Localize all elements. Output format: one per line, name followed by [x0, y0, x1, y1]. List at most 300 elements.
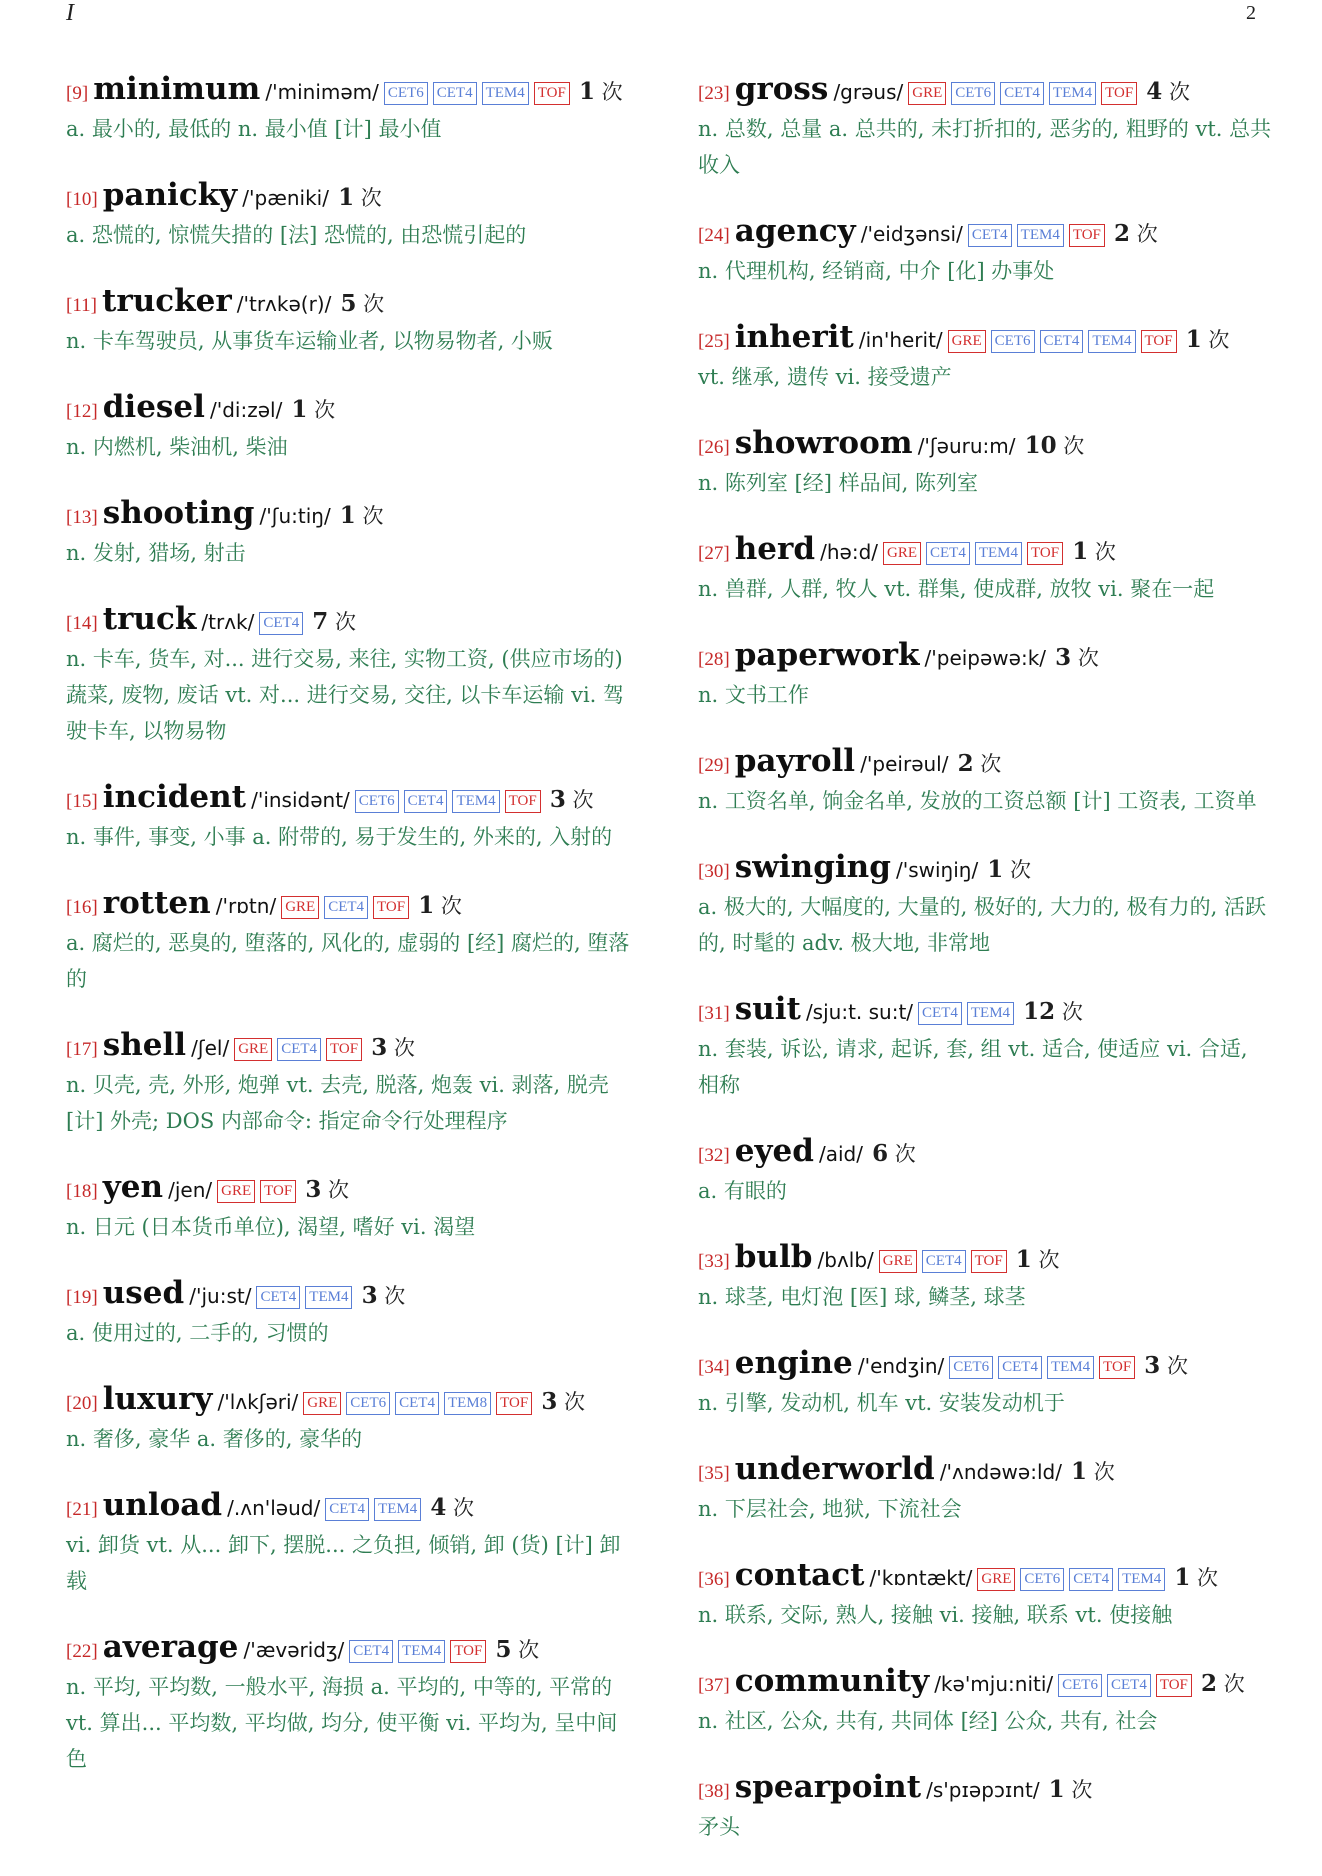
frequency-unit: 次	[1093, 1460, 1115, 1484]
entry-definition: a. 腐烂的, 恶臭的, 堕落的, 风化的, 虚弱的 [经] 腐烂的, 堕落的	[66, 931, 630, 991]
entry-headline	[66, 1276, 638, 1315]
entry-headline	[698, 1558, 1273, 1597]
frequency-count: 1	[1015, 1246, 1032, 1273]
frequency-count: 1	[1071, 1458, 1088, 1485]
exam-tag-badge: GRE	[217, 1180, 255, 1203]
entry-index: [36]	[698, 1569, 730, 1590]
entry-frequency	[541, 1390, 585, 1414]
exam-tag-badge: TOF	[260, 1180, 296, 1203]
entry-phonetic: /in'herit/	[858, 328, 943, 352]
frequency-count: 5	[495, 1636, 512, 1663]
vocab-entry	[698, 214, 1273, 289]
frequency-unit: 次	[894, 1142, 916, 1166]
entry-frequency	[1114, 222, 1158, 246]
entry-definition: n. 卡车, 货车, 对... 进行交易, 来往, 实物工资, (供应市场的) 蔬菜, 废物, 废话 vt. 对... 进行交易, 交往, 以卡车运输 vi. 驾驶卡车, 以物易物	[66, 647, 625, 743]
exam-tag-badge: GRE	[883, 542, 921, 565]
exam-tag-badge: CET4	[349, 1640, 393, 1663]
entry-index: [33]	[698, 1251, 730, 1272]
entry-definition: n. 奢侈, 豪华 a. 奢侈的, 豪华的	[66, 1427, 363, 1451]
frequency-unit: 次	[1168, 80, 1190, 104]
exam-tag-badge: CET4	[404, 790, 448, 813]
entry-word: bulb	[734, 1239, 813, 1275]
entry-frequency	[1049, 1778, 1093, 1802]
exam-tag-badge: CET6	[355, 790, 399, 813]
entry-phonetic: /hә:d/	[820, 540, 879, 564]
frequency-unit: 次	[1038, 1248, 1060, 1272]
entry-frequency	[872, 1142, 916, 1166]
entry-headline	[66, 1170, 638, 1209]
frequency-unit: 次	[335, 610, 356, 634]
entry-phonetic: /'eidʒәnsi/	[860, 222, 963, 246]
vocab-entry	[698, 426, 1273, 501]
entry-phonetic: /s'pɪәpɔɪnt/	[926, 1778, 1040, 1802]
exam-tag-badge: TEM4	[1088, 330, 1135, 353]
entry-index: [38]	[698, 1781, 730, 1802]
frequency-unit: 次	[980, 752, 1002, 776]
exam-tag-badge: CET4	[324, 896, 368, 919]
entry-frequency	[579, 80, 623, 104]
entry-index: [26]	[698, 437, 730, 458]
entry-phonetic: /trʌk/	[201, 610, 255, 634]
entry-phonetic: /'endʒin/	[857, 1354, 945, 1378]
page-number: 2	[1246, 2, 1256, 24]
frequency-count: 1	[338, 184, 355, 211]
entry-definition: a. 极大的, 大幅度的, 大量的, 极好的, 大力的, 极有力的, 活跃的, 时髦的 adv. 极大地, 非常地	[698, 895, 1266, 955]
exam-tag-badge: GRE	[908, 82, 946, 105]
entry-headline	[66, 886, 638, 925]
exam-tag-badge: TOF	[326, 1038, 362, 1061]
frequency-count: 7	[312, 608, 329, 635]
entry-headline	[698, 1664, 1273, 1703]
entry-word: eyed	[734, 1133, 814, 1169]
entry-definition: vi. 卸货 vt. 从... 卸下, 摆脱... 之负担, 倾销, 卸 (货) [计] 卸载	[66, 1533, 621, 1593]
exam-tag-badge: TEM4	[1017, 224, 1064, 247]
vocab-entry	[66, 178, 638, 253]
exam-tag-badge: TEM4	[452, 790, 499, 813]
frequency-unit: 次	[314, 398, 336, 422]
entry-index: [15]	[66, 791, 98, 812]
entry-phonetic: /bʌlb/	[817, 1248, 874, 1272]
frequency-unit: 次	[1208, 328, 1230, 352]
vocab-entry	[698, 1558, 1273, 1633]
entry-headline	[698, 320, 1273, 359]
entry-phonetic: /'ʃәuru:m/	[917, 434, 1016, 458]
exam-tag-badge: TOF	[1027, 542, 1063, 565]
exam-tag-badge: TEM4	[975, 542, 1022, 565]
entry-word: used	[102, 1275, 185, 1311]
entry-headline	[698, 1770, 1273, 1809]
frequency-count: 3	[1144, 1352, 1161, 1379]
exam-tag-badge: CET4	[968, 224, 1012, 247]
vocab-entry	[66, 1630, 638, 1777]
vocab-entry	[66, 602, 638, 749]
entry-frequency	[1055, 646, 1099, 670]
entry-frequency	[338, 186, 382, 210]
entry-index: [27]	[698, 543, 730, 564]
entry-definition: n. 平均, 平均数, 一般水平, 海损 a. 平均的, 中等的, 平常的 vt. 算出... 平均数, 平均做, 均分, 使平衡 vi. 平均为, 呈中间色	[66, 1675, 618, 1771]
entry-definition: n. 下层社会, 地狱, 下流社会	[698, 1497, 962, 1521]
frequency-unit: 次	[1009, 858, 1031, 882]
exam-tag-badge: CET4	[1069, 1568, 1113, 1591]
entry-word: payroll	[734, 743, 856, 779]
frequency-unit: 次	[363, 292, 385, 316]
frequency-count: 1	[418, 892, 435, 919]
vocab-entry	[698, 532, 1273, 607]
entry-headline	[66, 72, 638, 111]
entry-phonetic: /'ʃu:tiŋ/	[259, 504, 331, 528]
vocab-entry	[66, 1488, 638, 1599]
entry-headline	[698, 214, 1273, 253]
frequency-count: 2	[1201, 1670, 1218, 1697]
entry-word: unload	[102, 1487, 223, 1523]
left-column	[66, 72, 638, 1808]
entry-phonetic: /'peirәul/	[860, 752, 949, 776]
exam-tag-badge: CET4	[256, 1286, 300, 1309]
exam-tag-badge: CET4	[325, 1498, 369, 1521]
vocab-entry	[698, 1452, 1273, 1527]
frequency-count: 3	[1055, 644, 1072, 671]
entry-index: [19]	[66, 1287, 98, 1308]
frequency-unit: 次	[360, 186, 382, 210]
exam-tag-badge: TOF	[1156, 1674, 1192, 1697]
vocab-entry	[698, 1770, 1273, 1845]
entry-frequency	[430, 1496, 474, 1520]
exam-tag-badge: CET6	[991, 330, 1035, 353]
entry-word: agency	[734, 213, 856, 249]
entry-index: [28]	[698, 649, 730, 670]
exam-tag-badge: CET4	[922, 1250, 966, 1273]
entry-definition: a. 使用过的, 二手的, 习惯的	[66, 1321, 329, 1345]
entry-phonetic: /'insidәnt/	[251, 788, 350, 812]
frequency-count: 1	[987, 856, 1004, 883]
entry-word: shell	[102, 1027, 187, 1063]
entry-headline	[66, 178, 638, 217]
entry-definition: n. 卡车驾驶员, 从事货车运输业者, 以物易物者, 小贩	[66, 329, 553, 353]
entry-index: [24]	[698, 225, 730, 246]
entry-headline	[698, 992, 1273, 1031]
entry-frequency	[340, 504, 384, 528]
frequency-unit: 次	[1071, 1778, 1093, 1802]
exam-tag-badge: CET4	[259, 612, 303, 635]
frequency-count: 3	[305, 1176, 322, 1203]
entry-word: underworld	[734, 1451, 935, 1487]
entry-word: truck	[102, 601, 197, 637]
entry-frequency	[1025, 434, 1085, 458]
vocab-entry	[698, 1134, 1273, 1209]
vocab-entry	[66, 1382, 638, 1457]
exam-tag-badge: CET4	[395, 1392, 439, 1415]
entry-index: [30]	[698, 861, 730, 882]
frequency-unit: 次	[572, 788, 594, 812]
vocab-entry	[698, 638, 1273, 713]
exam-tag-badge: CET6	[384, 82, 428, 105]
entry-word: swinging	[734, 849, 891, 885]
entry-headline	[698, 1452, 1273, 1491]
frequency-count: 3	[361, 1282, 378, 1309]
entry-definition: n. 工资名单, 饷金名单, 发放的工资总额 [计] 工资表, 工资单	[698, 789, 1257, 813]
vocab-entry	[66, 390, 638, 465]
exam-tag-badge: TEM8	[444, 1392, 491, 1415]
entry-phonetic: /'lʌkʃәri/	[217, 1390, 299, 1414]
entry-index: [21]	[66, 1499, 98, 1520]
frequency-unit: 次	[1061, 1000, 1083, 1024]
entry-frequency	[362, 1284, 406, 1308]
frequency-count: 1	[1174, 1564, 1191, 1591]
right-column	[698, 72, 1273, 1876]
entry-definition: n. 文书工作	[698, 683, 809, 707]
entry-frequency	[958, 752, 1002, 776]
entry-frequency	[550, 788, 594, 812]
entry-word: diesel	[102, 389, 205, 425]
entry-phonetic: /'minimәm/	[265, 80, 379, 104]
frequency-unit: 次	[453, 1496, 475, 1520]
entry-word: luxury	[102, 1381, 213, 1417]
vocab-entry	[66, 1028, 638, 1139]
entry-word: contact	[734, 1557, 865, 1593]
vocab-entry	[698, 1240, 1273, 1315]
frequency-unit: 次	[362, 504, 384, 528]
exam-tag-badge: CET4	[926, 542, 970, 565]
entry-index: [32]	[698, 1145, 730, 1166]
entry-definition: n. 事件, 事变, 小事 a. 附带的, 易于发生的, 外来的, 入射的	[66, 825, 613, 849]
entry-word: rotten	[102, 885, 211, 921]
frequency-count: 1	[339, 502, 356, 529]
frequency-count: 1	[1072, 538, 1089, 565]
entry-frequency	[305, 1178, 349, 1202]
entry-word: herd	[734, 531, 816, 567]
exam-tag-badge: GRE	[234, 1038, 272, 1061]
frequency-count: 12	[1023, 998, 1056, 1025]
frequency-count: 5	[340, 290, 357, 317]
exam-tag-badge: TOF	[971, 1250, 1007, 1273]
entry-definition: n. 代理机构, 经销商, 中介 [化] 办事处	[698, 259, 1055, 283]
exam-tag-badge: GRE	[977, 1568, 1015, 1591]
entry-frequency	[312, 610, 356, 634]
vocab-entry	[66, 72, 638, 147]
entry-frequency	[1201, 1672, 1245, 1696]
entry-index: [10]	[66, 189, 98, 210]
entry-index: [9]	[66, 83, 89, 104]
exam-tag-badge: TOF	[1099, 1356, 1135, 1379]
entry-index: [11]	[66, 295, 97, 316]
exam-tag-badge: CET4	[918, 1002, 962, 1025]
entry-headline	[66, 496, 638, 535]
exam-tag-badge: CET4	[1107, 1674, 1151, 1697]
entry-headline	[698, 1134, 1273, 1173]
entry-phonetic: /'ʌndәwә:ld/	[939, 1460, 1062, 1484]
entry-phonetic: /'ævәridʒ/	[243, 1638, 345, 1662]
entry-phonetic: /'rɒtn/	[215, 894, 277, 918]
entry-index: [18]	[66, 1181, 98, 1202]
entry-phonetic: /'trʌkә(r)/	[236, 292, 332, 316]
entry-index: [12]	[66, 401, 98, 422]
frequency-count: 1	[291, 396, 308, 423]
frequency-count: 3	[549, 786, 566, 813]
entry-headline	[698, 426, 1273, 465]
entry-word: inherit	[734, 319, 854, 355]
vocab-entry	[66, 1276, 638, 1351]
exam-tag-badge: TOF	[373, 896, 409, 919]
entry-definition: n. 兽群, 人群, 牧人 vt. 群集, 使成群, 放牧 vi. 聚在一起	[698, 577, 1215, 601]
frequency-unit: 次	[1077, 646, 1099, 670]
entry-headline	[698, 638, 1273, 677]
entry-word: suit	[734, 991, 801, 1027]
exam-tag-badge: CET4	[277, 1038, 321, 1061]
entry-definition: n. 陈列室 [经] 样品间, 陈列室	[698, 471, 978, 495]
entry-frequency	[1174, 1566, 1218, 1590]
exam-tag-badge: CET6	[1020, 1568, 1064, 1591]
entry-phonetic: /'peipәwә:k/	[924, 646, 1047, 670]
entry-definition: n. 引擎, 发动机, 机车 vt. 安装发动机于	[698, 1391, 1065, 1415]
entry-phonetic: /sju:t. su:t/	[805, 1000, 914, 1024]
frequency-count: 3	[541, 1388, 558, 1415]
frequency-unit: 次	[601, 80, 623, 104]
entry-word: engine	[734, 1345, 853, 1381]
entry-index: [23]	[698, 83, 730, 104]
exam-tag-badge: CET4	[1040, 330, 1084, 353]
exam-tag-badge: GRE	[303, 1392, 341, 1415]
entry-headline	[66, 1488, 638, 1527]
entry-frequency	[987, 858, 1031, 882]
exam-tag-badge: CET6	[951, 82, 995, 105]
exam-tag-badge: TEM4	[1047, 1356, 1094, 1379]
entry-phonetic: /.ʌn'lәud/	[227, 1496, 321, 1520]
entry-definition: a. 最小的, 最低的 n. 最小值 [计] 最小值	[66, 117, 442, 141]
entry-word: incident	[102, 779, 246, 815]
frequency-count: 1	[1048, 1776, 1065, 1803]
entry-definition: n. 总数, 总量 a. 总共的, 未打折扣的, 恶劣的, 粗野的 vt. 总共收入	[698, 117, 1272, 177]
exam-tag-badge: CET4	[433, 82, 477, 105]
vocab-entry	[66, 886, 638, 997]
entry-phonetic: /grәus/	[833, 80, 904, 104]
entry-frequency	[371, 1036, 415, 1060]
entry-headline	[66, 284, 638, 323]
entry-frequency	[1072, 540, 1116, 564]
entry-definition: n. 社区, 公众, 共有, 共同体 [经] 公众, 共有, 社会	[698, 1709, 1158, 1733]
exam-tag-badge: TEM4	[1049, 82, 1096, 105]
entry-definition: n. 贝壳, 壳, 外形, 炮弹 vt. 去壳, 脱落, 炮轰 vi. 剥落, 脱壳 [计] 外壳; DOS 内部命令: 指定命令行处理程序	[66, 1073, 609, 1133]
entry-definition: a. 有眼的	[698, 1179, 787, 1203]
entry-headline	[698, 532, 1273, 571]
entry-frequency	[1071, 1460, 1115, 1484]
exam-tag-badge: GRE	[879, 1250, 917, 1273]
entry-frequency	[418, 894, 462, 918]
entry-index: [25]	[698, 331, 730, 352]
exam-tag-badge: CET6	[1058, 1674, 1102, 1697]
entry-headline	[698, 1240, 1273, 1279]
vocab-entry	[698, 1346, 1273, 1421]
entry-headline	[698, 1346, 1273, 1385]
entry-definition: n. 联系, 交际, 熟人, 接触 vi. 接触, 联系 vt. 使接触	[698, 1603, 1173, 1627]
entry-headline	[66, 780, 638, 819]
frequency-unit: 次	[1197, 1566, 1219, 1590]
exam-tag-badge: TOF	[1141, 330, 1177, 353]
exam-tag-badge: TEM4	[967, 1002, 1014, 1025]
entry-frequency	[340, 292, 384, 316]
vocab-entry	[66, 780, 638, 855]
entry-phonetic: /'ju:st/	[189, 1284, 252, 1308]
entry-headline	[66, 1382, 638, 1421]
entry-index: [29]	[698, 755, 730, 776]
entry-definition: vt. 继承, 遗传 vi. 接受遗产	[698, 365, 952, 389]
exam-tag-badge: TOF	[1069, 224, 1105, 247]
entry-word: paperwork	[734, 637, 920, 673]
vocab-entry	[66, 496, 638, 571]
frequency-unit: 次	[1094, 540, 1116, 564]
entry-phonetic: /ʃel/	[191, 1036, 230, 1060]
frequency-count: 2	[1114, 220, 1131, 247]
entry-word: gross	[734, 71, 829, 107]
entry-headline	[698, 850, 1273, 889]
vocab-entry	[698, 850, 1273, 961]
page-header-left: I	[66, 0, 74, 26]
entry-word: yen	[102, 1169, 164, 1205]
entry-definition: n. 内燃机, 柴油机, 柴油	[66, 435, 288, 459]
entry-word: spearpoint	[734, 1769, 922, 1805]
frequency-count: 1	[1185, 326, 1202, 353]
entry-headline	[66, 602, 638, 641]
entry-index: [34]	[698, 1357, 730, 1378]
exam-tag-badge: CET4	[1000, 82, 1044, 105]
vocab-entry	[698, 320, 1273, 395]
frequency-count: 6	[872, 1140, 889, 1167]
exam-tag-badge: GRE	[948, 330, 986, 353]
exam-tag-badge: TOF	[496, 1392, 532, 1415]
vocab-entry	[698, 72, 1273, 183]
vocab-entry	[698, 992, 1273, 1103]
exam-tag-badge: TOF	[450, 1640, 486, 1663]
entry-definition: n. 球茎, 电灯泡 [医] 球, 鳞茎, 球茎	[698, 1285, 1026, 1309]
entry-frequency	[1146, 80, 1190, 104]
entry-headline	[698, 744, 1273, 783]
frequency-unit: 次	[393, 1036, 415, 1060]
entry-index: [20]	[66, 1393, 98, 1414]
entry-phonetic: /'pæniki/	[242, 186, 329, 210]
frequency-unit: 次	[328, 1178, 350, 1202]
entry-index: [22]	[66, 1641, 98, 1662]
entry-definition: 矛头	[698, 1815, 740, 1839]
entry-index: [31]	[698, 1003, 730, 1024]
exam-tag-badge: TOF	[505, 790, 541, 813]
entry-word: shooting	[102, 495, 255, 531]
frequency-unit: 次	[384, 1284, 406, 1308]
entry-phonetic: /kә'mju:niti/	[934, 1672, 1054, 1696]
entry-frequency	[1186, 328, 1230, 352]
entry-word: minimum	[93, 71, 261, 107]
entry-definition: n. 日元 (日本货币单位), 渴望, 嗜好 vi. 渴望	[66, 1215, 476, 1239]
entry-definition: a. 恐慌的, 惊慌失措的 [法] 恐慌的, 由恐慌引起的	[66, 223, 527, 247]
entry-headline	[66, 1630, 638, 1669]
vocab-entry	[698, 1664, 1273, 1739]
exam-tag-badge: CET6	[346, 1392, 390, 1415]
entry-word: community	[734, 1663, 930, 1699]
entry-phonetic: /aid/	[818, 1142, 863, 1166]
entry-phonetic: /'kɒntækt/	[869, 1566, 973, 1590]
frequency-unit: 次	[564, 1390, 586, 1414]
entry-frequency	[495, 1638, 539, 1662]
entry-phonetic: /'swiŋiŋ/	[895, 858, 979, 882]
entry-phonetic: /'di:zәl/	[209, 398, 283, 422]
frequency-unit: 次	[1167, 1354, 1188, 1378]
frequency-count: 4	[430, 1494, 447, 1521]
frequency-unit: 次	[440, 894, 462, 918]
frequency-count: 4	[1146, 78, 1163, 105]
entry-index: [13]	[66, 507, 98, 528]
exam-tag-badge: TEM4	[482, 82, 529, 105]
exam-tag-badge: TOF	[534, 82, 570, 105]
entry-index: [14]	[66, 613, 98, 634]
exam-tag-badge: TEM4	[398, 1640, 445, 1663]
